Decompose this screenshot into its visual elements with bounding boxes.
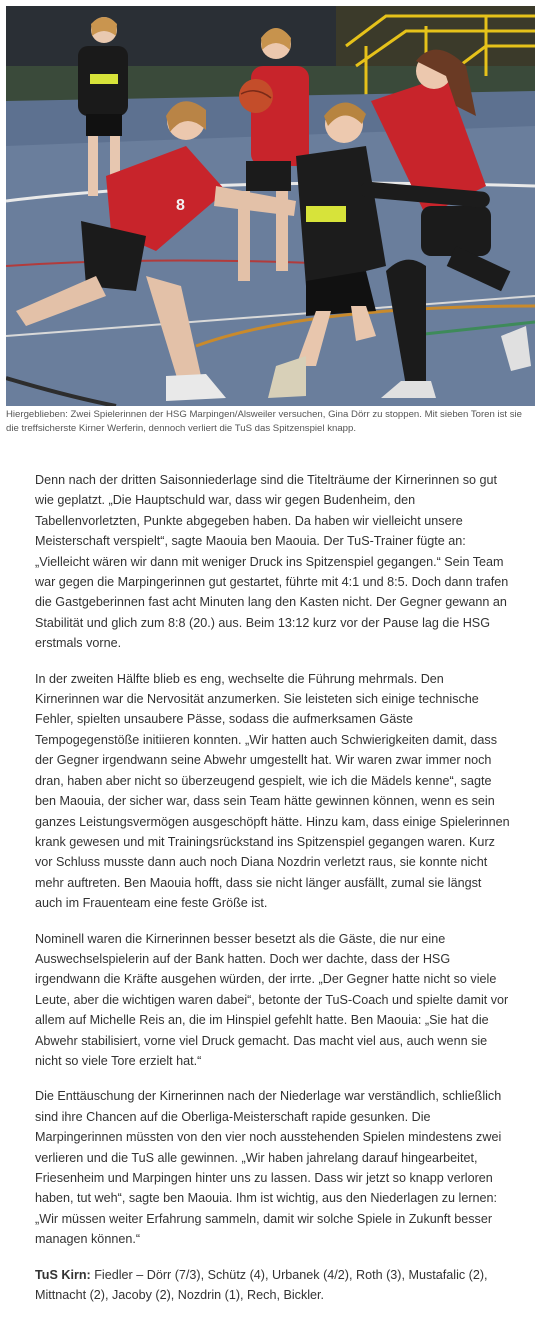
jersey-number: 8: [176, 197, 185, 214]
handball-scene: [6, 6, 535, 406]
article-photo: [6, 6, 535, 406]
article-body: [35, 470, 510, 1320]
article-paragraph: Die Enttäuschung der Kirnerinnen nach der Niederlage war verständlich, schließlich sind ihre Chancen auf die Oberliga-Meisterschaft rapide gesunken. Die Marpingerinnen müssten von den vier noch ausstehenden Spielen mindestens zwei verlieren und die TuS alle gewinnen. „Wir haben jahrelang darauf hingearbeitet, Friesenheim und Marpingen hinter uns zu lassen. Dass wir jetzt so knapp verloren haben, tut weh“, sagte ben Maouia. Ihm ist wichtig, aus den Niederlagen zu lernen: „Wir müssen weiter Erfahrung sammeln, damit wir solche Spiele in Zukunft besser managen können.“: [35, 1089, 502, 1247]
team-lineup: [35, 1265, 510, 1306]
lineup-team-name: TuS Kirn:: [35, 1267, 91, 1282]
article-paragraph: Denn nach der dritten Saisonniederlage sind die Titelträume der Kirnerinnen so gut wie geplatzt. „Die Hauptschuld war, dass wir gegen Budenheim, den Tabellenvorletzten, Punkte abgegeben haben. Da haben wir vielleicht unsere Meisterschaft verspielt“, sagte Maouia ben Maouia. Der TuS-Trainer fügte an: „Vielleicht wären wir dann mit weniger Druck ins Spitzenspiel gegangen.“ Sein Team war gegen die Marpingerinnen gut gestartet, führte mit 4:1 und 8:5. Doch dann trafen die Gastgeberinnen fast acht Minuten lang den Kasten nicht. Der Gegner gewann an Stabilität und glich zum 8:8 (20.) aus. Beim 13:12 kurz vor der Pause lag die HSG erstmals vorne.: [35, 473, 509, 651]
article-paragraph: In der zweiten Hälfte blieb es eng, wechselte die Führung mehrmals. Den Kirnerinnen war die Nervosität anzumerken. Sie leisteten sich einige technische Fehler, spielten unsaubere Pässe, sodass die aufmerksamen Gäste Tempogegenstöße initiieren konnten. „Wir hatten auch Schwierigkeiten damit, dass der Gegner irgendwann seine Abwehr umgestellt hat. Wir waren zwar immer noch dran, haben aber nicht so überzeugend gespielt, wie ich die Mädels kenne“, sagte ben Maouia, der sicher war, dass sein Team hätte gewinnen können, wenn es sein ganzes Leistungsvermögen ausgeschöpft hätte. Hinzu kam, dass einige Spielerinnen krank gewesen und mit Trainingsrückstand ins Spitzenspiel gegangen waren. Kurz vor Schluss musste dann auch noch Diana Nozdrin verletzt raus, sie konnte nicht mehr auftreten. Ben Maouia hofft, dass sie nicht länger ausfällt, zumal sie längst auch im Frauenteam eine feste Größe ist.: [35, 671, 510, 911]
article-paragraph: Nominell waren die Kirnerinnen besser besetzt als die Gäste, die nur eine Auswechselspielerin auf der Bank hatten. Doch wer dachte, dass der HSG irgendwann die Kräfte ausgehen würden, der irrte. „Der Gegner hatte nicht so viele Leute, aber die wichtigen waren dabei“, betonte der TuS-Coach und spielte damit vor allem auf Michelle Reis an, die im Hinspiel gefehlt hatte. Ben Maouia: „Sie hat die Abwehr stabilisiert, vorne viel Druck gemacht. Das macht viel aus, auch wenn sie nicht so viele Tore erzielt hat.“: [35, 931, 509, 1068]
photo-caption: Hiergeblieben: Zwei Spielerinnen der HSG Marpingen/Alsweiler versuchen, Gina Dörr zu stoppen. Mit sieben Toren ist sie die treffsicherste Kirner Werferin, dennoch verliert die TuS das Spitzenspiel knapp.: [6, 409, 523, 434]
lineup-players: Fiedler – Dörr (7/3), Schütz (4), Urbanek (4/2), Roth (3), Mustafalic (2), Mittnacht (2), Jacoby (2), Nozdrin (1), Rech, Bickler.: [35, 1267, 488, 1303]
